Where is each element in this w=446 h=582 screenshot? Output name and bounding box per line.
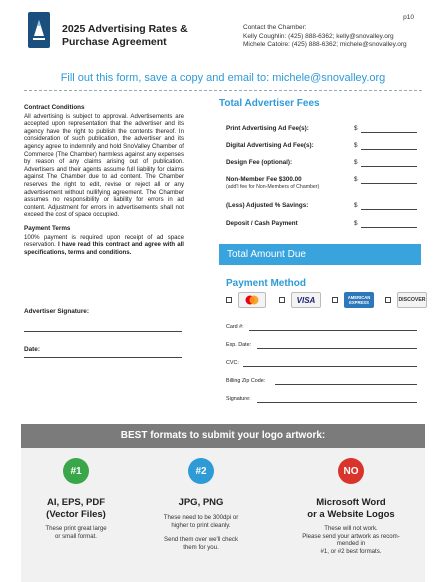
format-raster-desc-3: Send them over we'll check	[164, 536, 238, 543]
agreement-statement: I have read this contract and agree with all specifications, terms and conditions.	[24, 241, 185, 256]
payment-terms-text: 100% payment is required upon receipt of ad space reservation.	[24, 233, 184, 249]
badge-no: NO	[338, 458, 364, 484]
fee-label-print: Print Advertising Ad Fee(s):	[226, 125, 309, 132]
exp-date-label: Exp. Date:	[226, 342, 252, 348]
format-raster-desc-1: These need to be 300dpi or	[163, 514, 239, 521]
format-bad-desc-3: mended in	[336, 540, 366, 547]
fee-label-digital: Digital Advertising Ad Fee(s):	[226, 142, 314, 149]
instruction-text: Fill out this form, save a copy and email to: michele@snovalley.org	[60, 72, 386, 84]
advertiser-signature-field[interactable]	[24, 331, 182, 332]
amex-checkbox[interactable]	[332, 297, 338, 303]
payment-option-amex[interactable]	[332, 292, 374, 308]
fee-label-nonmember: Non-Member Fee $300.00	[226, 176, 302, 183]
payment-option-visa[interactable]	[279, 292, 321, 308]
cvc-field[interactable]	[243, 366, 417, 367]
fee-note-nonmember: (add'l fee for Non-Members of Chamber)	[226, 184, 320, 190]
format-vector-line1: AI, EPS, PDF	[46, 497, 106, 508]
payment-option-mastercard[interactable]	[226, 292, 266, 308]
amex-icon	[344, 292, 374, 308]
fee-input-print[interactable]	[361, 132, 417, 133]
fee-label-design: Design Fee (optional):	[226, 159, 293, 166]
mastercard-checkbox[interactable]	[226, 297, 232, 303]
payment-terms-heading: Payment Terms	[24, 224, 71, 232]
format-raster-desc-2: higher to print cleanly.	[171, 521, 231, 529]
title-line-1: 2025 Advertising Rates &	[62, 23, 188, 35]
fee-input-design[interactable]	[361, 166, 417, 167]
mastercard-icon	[238, 292, 266, 308]
format-vector-text	[16, 525, 136, 540]
amex-label: AMERICAN EXPRESS	[347, 295, 371, 305]
chamber-logo	[28, 12, 50, 48]
mountain-logo-icon	[31, 16, 47, 44]
title-line-2: Purchase Agreement	[62, 36, 167, 48]
badge-best-1: #1	[63, 458, 89, 484]
fee-input-savings[interactable]	[361, 209, 417, 210]
contact-block	[243, 24, 407, 50]
page-title	[62, 23, 222, 49]
date-label: Date:	[24, 346, 40, 353]
format-bad-desc-1: These will not work.	[324, 525, 378, 532]
fees-section	[219, 98, 421, 109]
card-number-field[interactable]	[249, 330, 417, 331]
currency-symbol: $	[354, 176, 358, 183]
format-bad-desc-2: Please send your artwork as recom-	[302, 532, 400, 540]
contract-heading: Contract Conditions	[24, 104, 85, 111]
discover-checkbox[interactable]	[385, 297, 391, 303]
currency-symbol: $	[354, 142, 358, 149]
fee-input-nonmember[interactable]	[361, 183, 417, 184]
billing-zip-label: Billing Zip Code:	[226, 378, 266, 384]
exp-date-field[interactable]	[257, 348, 417, 349]
format-raster-desc-4: them for you.	[183, 543, 219, 551]
page-number: p10	[403, 14, 414, 21]
payment-terms-body	[24, 234, 184, 257]
artwork-heading: BEST formats to submit your logo artwork:	[21, 424, 425, 448]
format-vector-line2: (Vector Files)	[46, 508, 106, 520]
currency-symbol: $	[354, 125, 358, 132]
badge-best-2: #2	[188, 458, 214, 484]
contract-conditions	[24, 104, 184, 256]
billing-zip-field[interactable]	[275, 384, 417, 385]
fee-input-digital[interactable]	[361, 149, 417, 150]
format-bad-text	[291, 525, 411, 555]
fees-heading: Total Advertiser Fees	[219, 98, 320, 109]
date-field[interactable]	[24, 357, 182, 358]
card-number-label: Card #:	[226, 324, 244, 330]
contact-michele: Michele Catoire: (425) 888-6362; michele@snovalley.org	[243, 41, 407, 49]
fee-label-savings: (Less) Adjusted % Savings:	[226, 202, 309, 209]
format-vector-desc-2: or small format.	[55, 532, 97, 540]
discover-icon: DISCOVER	[397, 292, 427, 308]
contract-body: All advertising is subject to approval. Advertisements are accepted upon representation that the advertiser and its agency have the right to publish the contents thereof. In consideration of such publication, the advertiser and its agency agree to indemnify and hold SnoValley Chamber of Commerce (The Chamber) harmless against any expenses by reason of any claims arising out of publication. Advertisers and their agents assume full liability for claims against The Chamber due to ad content. The Chamber reserves the right to edit, revise or reject all or any advertisement without nullifying agreement. The Chamber assumes no responsibility or liability for errors in ad content. Adjustment for errors in advertisements shall not exceed the cost of space occupied.	[24, 112, 184, 219]
contact-heading: Contact the Chamber:	[243, 24, 307, 31]
fee-label-deposit: Deposit / Cash Payment	[226, 220, 298, 227]
visa-checkbox[interactable]	[279, 297, 285, 303]
format-bad-line1: Microsoft Word	[316, 497, 386, 508]
format-raster-text	[141, 514, 261, 551]
format-bad-desc-4: #1, or #2 best formats.	[320, 547, 382, 555]
payment-signature-field[interactable]	[257, 402, 417, 403]
mastercard-circles-icon	[244, 295, 260, 305]
payment-option-discover[interactable]	[385, 292, 427, 308]
payment-signature-label: Signature:	[226, 396, 251, 402]
cvc-label: CVC:	[226, 360, 239, 366]
format-raster-spacer	[141, 529, 261, 536]
currency-symbol: $	[354, 159, 358, 166]
contact-kelly: Kelly Coughlin: (425) 888-6362; kelly@snovalley.org	[243, 32, 394, 40]
total-amount-due: Total Amount Due	[219, 244, 421, 265]
format-raster-title: JPG, PNG	[178, 497, 224, 508]
dashed-divider	[24, 90, 422, 91]
payment-method-heading: Payment Method	[226, 278, 307, 289]
visa-icon: VISA	[291, 292, 321, 308]
format-bad-line2: or a Website Logos	[307, 508, 395, 520]
format-vector-desc-1: These print great large	[45, 525, 107, 532]
fee-input-deposit[interactable]	[361, 227, 417, 228]
currency-symbol: $	[354, 202, 358, 209]
format-vector-title	[16, 497, 136, 520]
format-bad-title	[291, 497, 411, 520]
currency-symbol: $	[354, 220, 358, 227]
advertiser-signature-label: Advertiser Signature:	[24, 308, 89, 315]
